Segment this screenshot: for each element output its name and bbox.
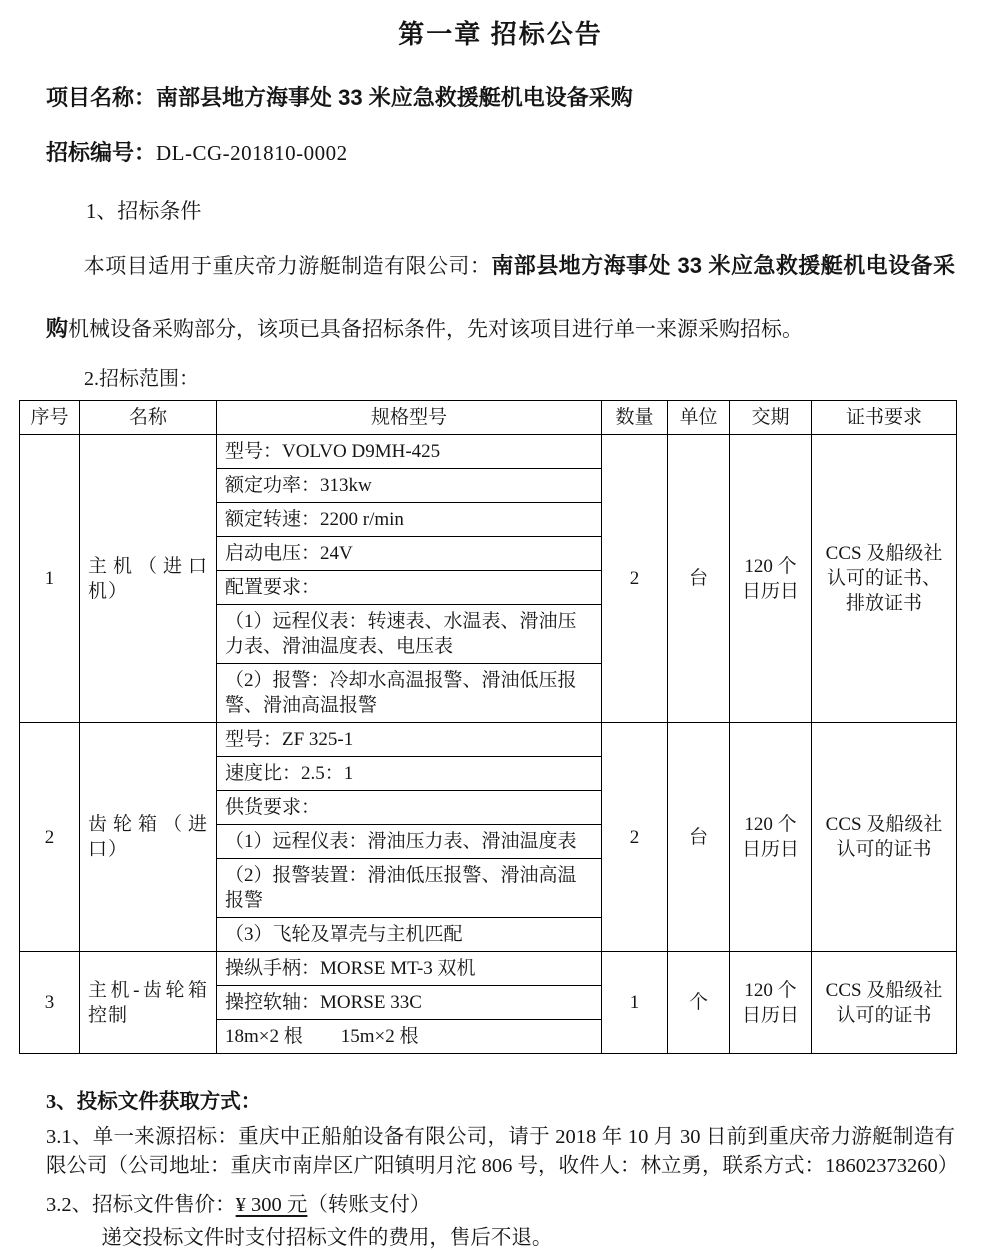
clause-3-2-prefix: 3.2、招标文件售价：	[46, 1193, 236, 1216]
tender-scope-table	[19, 400, 957, 1054]
project-name-label: 项目名称：	[46, 85, 157, 110]
item-3-qty-cell: 1	[602, 952, 668, 1054]
item-2-qty-cell: 2	[602, 723, 668, 952]
item-2-spec-4-cell: （2）报警装置：滑油低压报警、滑油高温报警	[217, 859, 602, 918]
item-1-spec-3-cell: 启动电压：24V	[217, 537, 602, 571]
item-2-seq-cell: 2	[20, 723, 80, 952]
item-3-spec-1-cell: 操控软轴：MORSE 33C	[217, 986, 602, 1020]
item-1-qty-cell: 2	[602, 435, 668, 723]
item-2-unit-cell: 台	[668, 723, 730, 952]
item-2-delivery-cell: 120 个日历日	[730, 723, 812, 952]
item-3-unit-cell: 个	[668, 952, 730, 1054]
item-1-unit-cell: 台	[668, 435, 730, 723]
item-1-spec-6-cell: （2）报警：冷却水高温报警、滑油低压报警、滑油高温报警	[217, 664, 602, 723]
project-name-line	[46, 81, 955, 112]
item-1-spec-0-cell: 型号：VOLVO D9MH-425	[217, 435, 602, 469]
page-title: 第一章 招标公告	[398, 20, 603, 49]
item-2-spec-0-cell: 型号：ZF 325-1	[217, 723, 602, 757]
clause-3-2-suffix: （转账支付）	[307, 1193, 431, 1216]
item-1-seq-cell: 1	[20, 435, 80, 723]
item-3-delivery-cell: 120 个日历日	[730, 952, 812, 1054]
item-1-name-cell: 主机（进口机）	[80, 435, 217, 723]
section2-heading: 2.招标范围：	[84, 368, 199, 391]
section3-heading: 3、投标文件获取方式：	[46, 1091, 262, 1114]
tender-no-value: DL-CG-201810-0002	[156, 141, 348, 165]
item-2-spec-1-cell: 速度比：2.5：1	[217, 757, 602, 791]
item-3-seq-cell: 3	[20, 952, 80, 1054]
item-1-delivery-cell: 120 个日历日	[730, 435, 812, 723]
item-1-cert-cell: CCS 及船级社认可的证书、排放证书	[812, 435, 957, 723]
col-header-seq: 序号	[20, 401, 80, 435]
tender-no-label: 招标编号：	[46, 140, 157, 165]
item-3-spec-0-cell: 操纵手柄：MORSE MT-3 双机	[217, 952, 602, 986]
table-row	[20, 435, 957, 469]
col-header-name: 名称	[80, 401, 217, 435]
item-3-name-cell: 主机-齿轮箱控制	[80, 952, 217, 1054]
item-2-spec-2-cell: 供货要求：	[217, 791, 602, 825]
item-2-name-cell: 齿轮箱（进口）	[80, 723, 217, 952]
section3	[46, 1084, 959, 1249]
section1-heading: 1、招标条件	[85, 199, 202, 223]
col-header-qty: 数量	[602, 401, 668, 435]
item-1-spec-2-cell: 额定转速：2200 r/min	[217, 503, 602, 537]
col-header-unit: 单位	[668, 401, 730, 435]
document-price: ¥ 300 元	[235, 1193, 308, 1216]
table-row	[20, 723, 957, 757]
col-header-delivery: 交期	[730, 401, 812, 435]
item-1-spec-5-cell: （1）远程仪表：转速表、水温表、滑油压力表、滑油温度表、电压表	[217, 605, 602, 664]
paragraph-prefix: 本项目适用于重庆帝力游艇制造有限公司：	[83, 254, 492, 278]
section1-paragraph	[46, 235, 955, 360]
item-3-cert-cell: CCS 及船级社认可的证书	[812, 952, 957, 1054]
item-2-spec-3-cell: （1）远程仪表：滑油压力表、滑油温度表	[217, 825, 602, 859]
item-1-spec-4-cell: 配置要求：	[217, 571, 602, 605]
item-1-spec-1-cell: 额定功率：313kw	[217, 469, 602, 503]
tender-no-line	[46, 136, 955, 167]
item-3-spec-2-cell: 18m×2 根 15m×2 根	[217, 1020, 602, 1054]
table-header-row	[20, 401, 957, 435]
col-header-cert: 证书要求	[812, 401, 957, 435]
payment-note: 递交投标文件时支付招标文件的费用，售后不退。	[101, 1226, 553, 1249]
paragraph-suffix: 机械设备采购部分，该项已具备招标条件，先对该项目进行单一来源采购招标。	[68, 316, 804, 341]
paragraph-bold-project: 南部县地方海事处 33 米应急救援艇机电设备采购	[46, 253, 955, 341]
project-name-value: 南部县地方海事处 33 米应急救援艇机电设备采购	[156, 85, 633, 110]
clause-3-1: 3.1、单一来源招标：重庆中正船舶设备有限公司，请于 2018 年 10 月 30 日前到重庆帝力游艇制造有限公司（公司地址：重庆市南岸区广阳镇明月沱 806 号，收件人：林立勇，联系方式：18602373260）	[46, 1126, 959, 1178]
item-2-cert-cell: CCS 及船级社认可的证书	[812, 723, 957, 952]
clause-3-2	[46, 1191, 955, 1220]
item-2-spec-5-cell: （3）飞轮及罩壳与主机匹配	[217, 918, 602, 952]
col-header-spec: 规格型号	[217, 401, 602, 435]
table-row	[20, 952, 957, 986]
